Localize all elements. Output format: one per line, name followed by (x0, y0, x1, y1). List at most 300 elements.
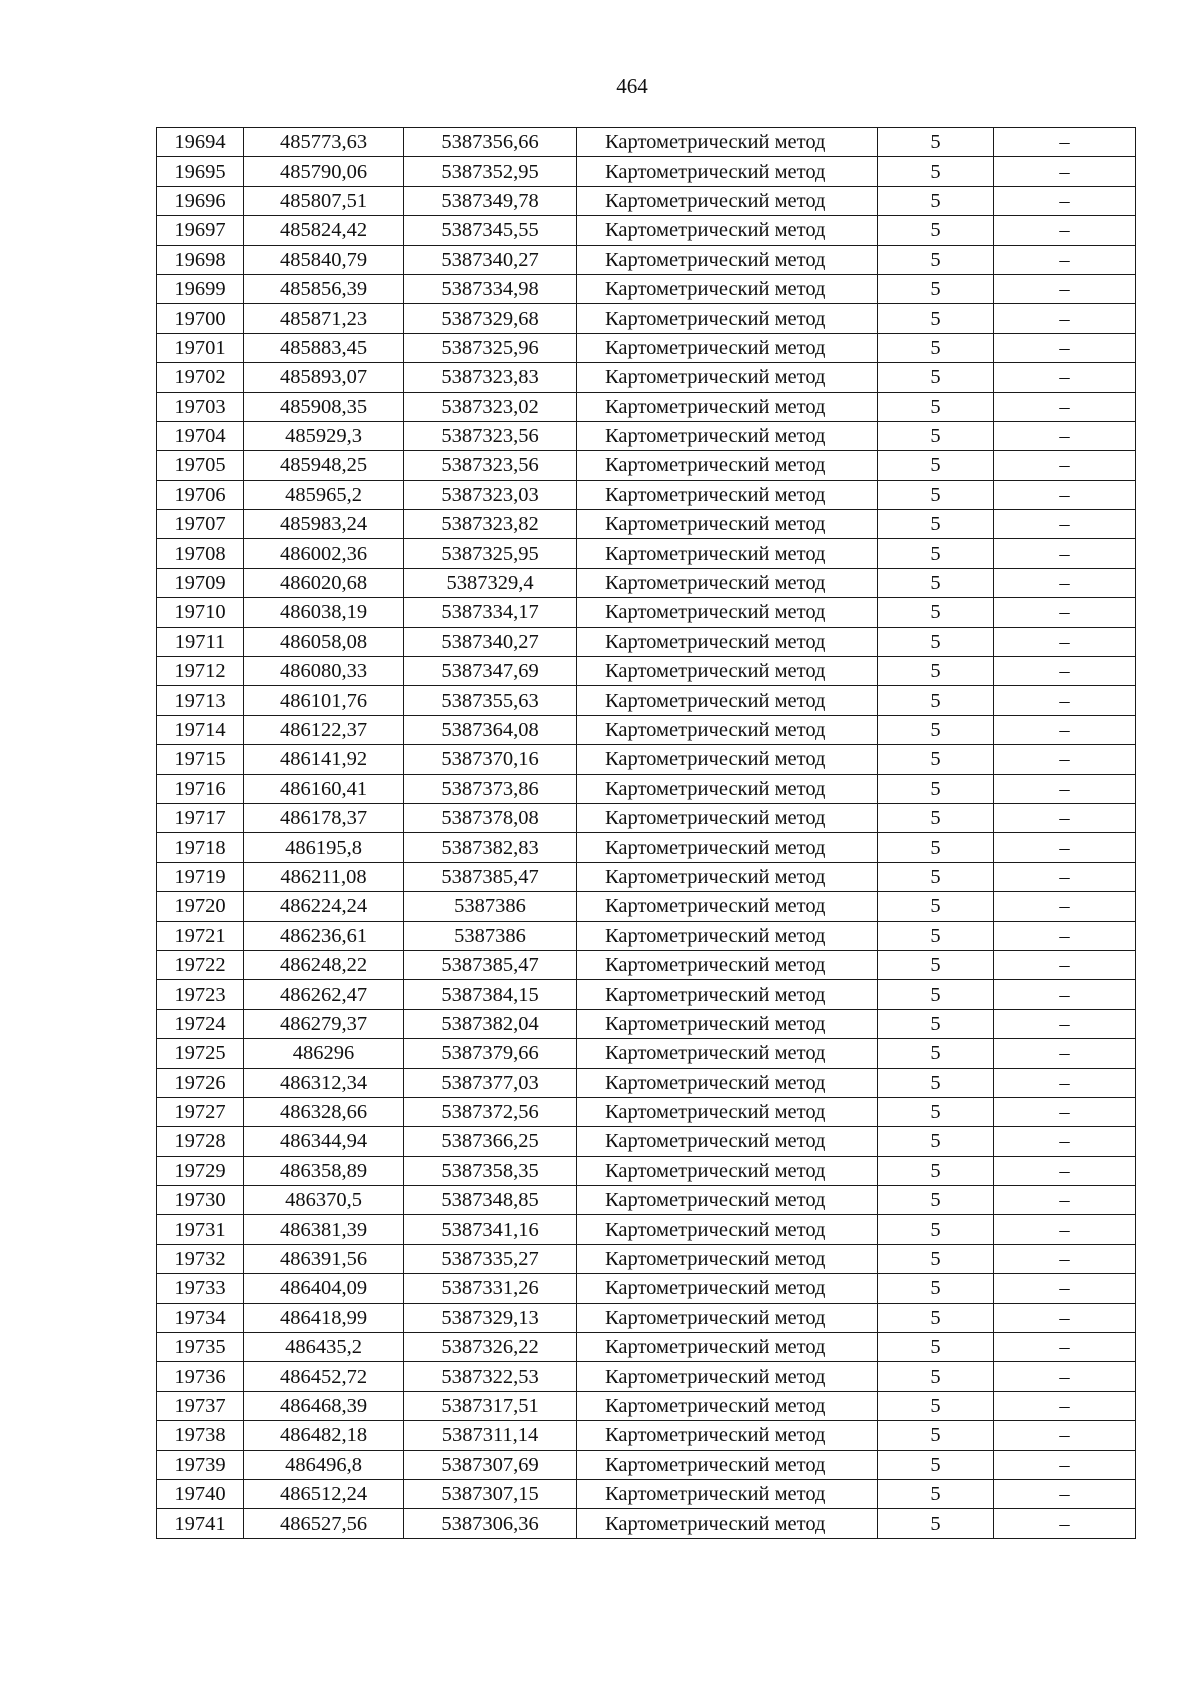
table-row (157, 539, 1136, 568)
x-coordinate-cell: 486344,94 (244, 1127, 404, 1156)
method-cell: Картометрический метод (577, 568, 878, 597)
x-coordinate-cell: 485929,3 (244, 421, 404, 450)
method-cell: Картометрический метод (577, 333, 878, 362)
note-cell: – (994, 1333, 1136, 1362)
accuracy-cell: 5 (878, 274, 994, 303)
y-coordinate-cell: 5387386 (404, 921, 577, 950)
table-row (157, 421, 1136, 450)
x-coordinate-cell: 486178,37 (244, 803, 404, 832)
accuracy-cell: 5 (878, 480, 994, 509)
x-coordinate-cell: 485893,07 (244, 363, 404, 392)
table-row (157, 833, 1136, 862)
x-coordinate-cell: 486527,56 (244, 1509, 404, 1538)
note-cell: – (994, 1039, 1136, 1068)
note-cell: – (994, 128, 1136, 157)
x-coordinate-cell: 485824,42 (244, 216, 404, 245)
x-coordinate-cell: 485840,79 (244, 245, 404, 274)
note-cell: – (994, 774, 1136, 803)
x-coordinate-cell: 486512,24 (244, 1479, 404, 1508)
y-coordinate-cell: 5387311,14 (404, 1421, 577, 1450)
method-cell: Картометрический метод (577, 686, 878, 715)
accuracy-cell: 5 (878, 657, 994, 686)
method-cell: Картометрический метод (577, 363, 878, 392)
point-number-cell: 19719 (157, 862, 244, 891)
y-coordinate-cell: 5387358,35 (404, 1156, 577, 1185)
y-coordinate-cell: 5387385,47 (404, 950, 577, 979)
y-coordinate-cell: 5387384,15 (404, 980, 577, 1009)
x-coordinate-cell: 486418,99 (244, 1303, 404, 1332)
point-number-cell: 19726 (157, 1068, 244, 1097)
y-coordinate-cell: 5387379,66 (404, 1039, 577, 1068)
y-coordinate-cell: 5387364,08 (404, 715, 577, 744)
x-coordinate-cell: 485856,39 (244, 274, 404, 303)
y-coordinate-cell: 5387385,47 (404, 862, 577, 891)
x-coordinate-cell: 486262,47 (244, 980, 404, 1009)
note-cell: – (994, 568, 1136, 597)
note-cell: – (994, 1127, 1136, 1156)
method-cell: Картометрический метод (577, 1244, 878, 1273)
table-row (157, 657, 1136, 686)
point-number-cell: 19741 (157, 1509, 244, 1538)
table-row (157, 333, 1136, 362)
point-number-cell: 19716 (157, 774, 244, 803)
accuracy-cell: 5 (878, 1391, 994, 1420)
table-row (157, 1391, 1136, 1420)
accuracy-cell: 5 (878, 921, 994, 950)
note-cell: – (994, 803, 1136, 832)
y-coordinate-cell: 5387373,86 (404, 774, 577, 803)
point-number-cell: 19721 (157, 921, 244, 950)
note-cell: – (994, 745, 1136, 774)
point-number-cell: 19697 (157, 216, 244, 245)
note-cell: – (994, 245, 1136, 274)
accuracy-cell: 5 (878, 1303, 994, 1332)
note-cell: – (994, 539, 1136, 568)
y-coordinate-cell: 5387356,66 (404, 128, 577, 157)
point-number-cell: 19713 (157, 686, 244, 715)
method-cell: Картометрический метод (577, 1391, 878, 1420)
point-number-cell: 19698 (157, 245, 244, 274)
accuracy-cell: 5 (878, 1127, 994, 1156)
y-coordinate-cell: 5387349,78 (404, 186, 577, 215)
y-coordinate-cell: 5387341,16 (404, 1215, 577, 1244)
method-cell: Картометрический метод (577, 833, 878, 862)
point-number-cell: 19733 (157, 1274, 244, 1303)
x-coordinate-cell: 486404,09 (244, 1274, 404, 1303)
point-number-cell: 19739 (157, 1450, 244, 1479)
y-coordinate-cell: 5387307,15 (404, 1479, 577, 1508)
note-cell: – (994, 186, 1136, 215)
x-coordinate-cell: 486038,19 (244, 598, 404, 627)
accuracy-cell: 5 (878, 980, 994, 1009)
table-row (157, 892, 1136, 921)
point-number-cell: 19736 (157, 1362, 244, 1391)
y-coordinate-cell: 5387348,85 (404, 1186, 577, 1215)
note-cell: – (994, 1186, 1136, 1215)
point-number-cell: 19723 (157, 980, 244, 1009)
point-number-cell: 19699 (157, 274, 244, 303)
x-coordinate-cell: 486496,8 (244, 1450, 404, 1479)
table-row (157, 1009, 1136, 1038)
table-row (157, 1421, 1136, 1450)
y-coordinate-cell: 5387355,63 (404, 686, 577, 715)
y-coordinate-cell: 5387323,56 (404, 421, 577, 450)
method-cell: Картометрический метод (577, 921, 878, 950)
note-cell: – (994, 157, 1136, 186)
x-coordinate-cell: 486080,33 (244, 657, 404, 686)
method-cell: Картометрический метод (577, 157, 878, 186)
x-coordinate-cell: 485871,23 (244, 304, 404, 333)
point-number-cell: 19727 (157, 1097, 244, 1126)
note-cell: – (994, 510, 1136, 539)
accuracy-cell: 5 (878, 157, 994, 186)
accuracy-cell: 5 (878, 598, 994, 627)
point-number-cell: 19700 (157, 304, 244, 333)
x-coordinate-cell: 485983,24 (244, 510, 404, 539)
point-number-cell: 19710 (157, 598, 244, 627)
note-cell: – (994, 1450, 1136, 1479)
x-coordinate-cell: 486328,66 (244, 1097, 404, 1126)
method-cell: Картометрический метод (577, 451, 878, 480)
accuracy-cell: 5 (878, 892, 994, 921)
x-coordinate-cell: 486211,08 (244, 862, 404, 891)
y-coordinate-cell: 5387366,25 (404, 1127, 577, 1156)
point-number-cell: 19737 (157, 1391, 244, 1420)
y-coordinate-cell: 5387323,56 (404, 451, 577, 480)
note-cell: – (994, 1421, 1136, 1450)
point-number-cell: 19704 (157, 421, 244, 450)
x-coordinate-cell: 486058,08 (244, 627, 404, 656)
y-coordinate-cell: 5387378,08 (404, 803, 577, 832)
y-coordinate-cell: 5387334,17 (404, 598, 577, 627)
y-coordinate-cell: 5387329,4 (404, 568, 577, 597)
point-number-cell: 19735 (157, 1333, 244, 1362)
note-cell: – (994, 1509, 1136, 1538)
table-row (157, 745, 1136, 774)
table-row (157, 1479, 1136, 1508)
table-row (157, 363, 1136, 392)
accuracy-cell: 5 (878, 451, 994, 480)
method-cell: Картометрический метод (577, 510, 878, 539)
method-cell: Картометрический метод (577, 627, 878, 656)
point-number-cell: 19695 (157, 157, 244, 186)
point-number-cell: 19712 (157, 657, 244, 686)
x-coordinate-cell: 485908,35 (244, 392, 404, 421)
accuracy-cell: 5 (878, 950, 994, 979)
method-cell: Картометрический метод (577, 216, 878, 245)
note-cell: – (994, 980, 1136, 1009)
table-row (157, 1039, 1136, 1068)
x-coordinate-cell: 486195,8 (244, 833, 404, 862)
method-cell: Картометрический метод (577, 980, 878, 1009)
note-cell: – (994, 892, 1136, 921)
method-cell: Картометрический метод (577, 392, 878, 421)
point-number-cell: 19706 (157, 480, 244, 509)
y-coordinate-cell: 5387340,27 (404, 245, 577, 274)
table-row (157, 480, 1136, 509)
y-coordinate-cell: 5387323,03 (404, 480, 577, 509)
method-cell: Картометрический метод (577, 1479, 878, 1508)
accuracy-cell: 5 (878, 774, 994, 803)
table-row (157, 627, 1136, 656)
table-row (157, 245, 1136, 274)
y-coordinate-cell: 5387386 (404, 892, 577, 921)
method-cell: Картометрический метод (577, 1127, 878, 1156)
note-cell: – (994, 950, 1136, 979)
accuracy-cell: 5 (878, 1244, 994, 1273)
accuracy-cell: 5 (878, 745, 994, 774)
note-cell: – (994, 1303, 1136, 1332)
accuracy-cell: 5 (878, 627, 994, 656)
accuracy-cell: 5 (878, 1097, 994, 1126)
x-coordinate-cell: 486452,72 (244, 1362, 404, 1391)
coordinates-table-body (157, 128, 1136, 1539)
point-number-cell: 19718 (157, 833, 244, 862)
note-cell: – (994, 715, 1136, 744)
accuracy-cell: 5 (878, 1039, 994, 1068)
note-cell: – (994, 304, 1136, 333)
point-number-cell: 19707 (157, 510, 244, 539)
x-coordinate-cell: 486381,39 (244, 1215, 404, 1244)
x-coordinate-cell: 485948,25 (244, 451, 404, 480)
note-cell: – (994, 1244, 1136, 1273)
y-coordinate-cell: 5387323,82 (404, 510, 577, 539)
table-row (157, 1068, 1136, 1097)
point-number-cell: 19728 (157, 1127, 244, 1156)
y-coordinate-cell: 5387306,36 (404, 1509, 577, 1538)
table-row (157, 1215, 1136, 1244)
table-row (157, 128, 1136, 157)
table-row (157, 304, 1136, 333)
method-cell: Картометрический метод (577, 539, 878, 568)
method-cell: Картометрический метод (577, 803, 878, 832)
table-row (157, 451, 1136, 480)
point-number-cell: 19722 (157, 950, 244, 979)
method-cell: Картометрический метод (577, 950, 878, 979)
point-number-cell: 19725 (157, 1039, 244, 1068)
method-cell: Картометрический метод (577, 862, 878, 891)
accuracy-cell: 5 (878, 186, 994, 215)
accuracy-cell: 5 (878, 304, 994, 333)
point-number-cell: 19709 (157, 568, 244, 597)
method-cell: Картометрический метод (577, 774, 878, 803)
table-row (157, 862, 1136, 891)
method-cell: Картометрический метод (577, 1274, 878, 1303)
method-cell: Картометрический метод (577, 421, 878, 450)
note-cell: – (994, 686, 1136, 715)
accuracy-cell: 5 (878, 128, 994, 157)
point-number-cell: 19740 (157, 1479, 244, 1508)
x-coordinate-cell: 486236,61 (244, 921, 404, 950)
accuracy-cell: 5 (878, 1186, 994, 1215)
point-number-cell: 19734 (157, 1303, 244, 1332)
note-cell: – (994, 363, 1136, 392)
x-coordinate-cell: 485807,51 (244, 186, 404, 215)
y-coordinate-cell: 5387345,55 (404, 216, 577, 245)
accuracy-cell: 5 (878, 539, 994, 568)
method-cell: Картометрический метод (577, 1333, 878, 1362)
method-cell: Картометрический метод (577, 245, 878, 274)
point-number-cell: 19703 (157, 392, 244, 421)
note-cell: – (994, 451, 1136, 480)
y-coordinate-cell: 5387329,68 (404, 304, 577, 333)
table-row (157, 1303, 1136, 1332)
method-cell: Картометрический метод (577, 1186, 878, 1215)
y-coordinate-cell: 5387382,83 (404, 833, 577, 862)
method-cell: Картометрический метод (577, 186, 878, 215)
x-coordinate-cell: 486296 (244, 1039, 404, 1068)
method-cell: Картометрический метод (577, 715, 878, 744)
table-row (157, 686, 1136, 715)
accuracy-cell: 5 (878, 1333, 994, 1362)
x-coordinate-cell: 486279,37 (244, 1009, 404, 1038)
note-cell: – (994, 480, 1136, 509)
table-row (157, 274, 1136, 303)
point-number-cell: 19729 (157, 1156, 244, 1185)
method-cell: Картометрический метод (577, 1156, 878, 1185)
accuracy-cell: 5 (878, 568, 994, 597)
point-number-cell: 19724 (157, 1009, 244, 1038)
x-coordinate-cell: 486358,89 (244, 1156, 404, 1185)
note-cell: – (994, 627, 1136, 656)
y-coordinate-cell: 5387326,22 (404, 1333, 577, 1362)
table-row (157, 1509, 1136, 1538)
point-number-cell: 19720 (157, 892, 244, 921)
x-coordinate-cell: 486160,41 (244, 774, 404, 803)
note-cell: – (994, 274, 1136, 303)
y-coordinate-cell: 5387370,16 (404, 745, 577, 774)
note-cell: – (994, 333, 1136, 362)
table-row (157, 1450, 1136, 1479)
table-row (157, 510, 1136, 539)
accuracy-cell: 5 (878, 1009, 994, 1038)
accuracy-cell: 5 (878, 333, 994, 362)
accuracy-cell: 5 (878, 1362, 994, 1391)
accuracy-cell: 5 (878, 1156, 994, 1185)
accuracy-cell: 5 (878, 1509, 994, 1538)
accuracy-cell: 5 (878, 421, 994, 450)
y-coordinate-cell: 5387323,83 (404, 363, 577, 392)
y-coordinate-cell: 5387347,69 (404, 657, 577, 686)
point-number-cell: 19738 (157, 1421, 244, 1450)
note-cell: – (994, 1362, 1136, 1391)
page-number: 464 (616, 74, 648, 98)
coordinates-table (156, 127, 1136, 1539)
x-coordinate-cell: 486312,34 (244, 1068, 404, 1097)
note-cell: – (994, 1068, 1136, 1097)
point-number-cell: 19731 (157, 1215, 244, 1244)
y-coordinate-cell: 5387334,98 (404, 274, 577, 303)
y-coordinate-cell: 5387372,56 (404, 1097, 577, 1126)
method-cell: Картометрический метод (577, 598, 878, 627)
accuracy-cell: 5 (878, 715, 994, 744)
table-row (157, 186, 1136, 215)
table-row (157, 803, 1136, 832)
x-coordinate-cell: 486141,92 (244, 745, 404, 774)
accuracy-cell: 5 (878, 1215, 994, 1244)
table-row (157, 921, 1136, 950)
accuracy-cell: 5 (878, 1068, 994, 1097)
method-cell: Картометрический метод (577, 128, 878, 157)
accuracy-cell: 5 (878, 1274, 994, 1303)
method-cell: Картометрический метод (577, 892, 878, 921)
table-row (157, 1127, 1136, 1156)
method-cell: Картометрический метод (577, 1215, 878, 1244)
method-cell: Картометрический метод (577, 657, 878, 686)
table-row (157, 568, 1136, 597)
accuracy-cell: 5 (878, 833, 994, 862)
y-coordinate-cell: 5387307,69 (404, 1450, 577, 1479)
x-coordinate-cell: 485790,06 (244, 157, 404, 186)
y-coordinate-cell: 5387331,26 (404, 1274, 577, 1303)
method-cell: Картометрический метод (577, 480, 878, 509)
note-cell: – (994, 833, 1136, 862)
table-row (157, 950, 1136, 979)
accuracy-cell: 5 (878, 686, 994, 715)
table-row (157, 1274, 1136, 1303)
table-row (157, 1097, 1136, 1126)
point-number-cell: 19708 (157, 539, 244, 568)
point-number-cell: 19705 (157, 451, 244, 480)
point-number-cell: 19732 (157, 1244, 244, 1273)
point-number-cell: 19714 (157, 715, 244, 744)
y-coordinate-cell: 5387317,51 (404, 1391, 577, 1420)
x-coordinate-cell: 486224,24 (244, 892, 404, 921)
accuracy-cell: 5 (878, 245, 994, 274)
y-coordinate-cell: 5387322,53 (404, 1362, 577, 1391)
accuracy-cell: 5 (878, 392, 994, 421)
x-coordinate-cell: 486468,39 (244, 1391, 404, 1420)
note-cell: – (994, 1479, 1136, 1508)
x-coordinate-cell: 485773,63 (244, 128, 404, 157)
method-cell: Картометрический метод (577, 1009, 878, 1038)
y-coordinate-cell: 5387335,27 (404, 1244, 577, 1273)
accuracy-cell: 5 (878, 803, 994, 832)
accuracy-cell: 5 (878, 363, 994, 392)
x-coordinate-cell: 486101,76 (244, 686, 404, 715)
x-coordinate-cell: 486391,56 (244, 1244, 404, 1273)
x-coordinate-cell: 486122,37 (244, 715, 404, 744)
note-cell: – (994, 1215, 1136, 1244)
point-number-cell: 19711 (157, 627, 244, 656)
method-cell: Картометрический метод (577, 1068, 878, 1097)
note-cell: – (994, 1274, 1136, 1303)
method-cell: Картометрический метод (577, 1039, 878, 1068)
point-number-cell: 19715 (157, 745, 244, 774)
y-coordinate-cell: 5387377,03 (404, 1068, 577, 1097)
accuracy-cell: 5 (878, 1421, 994, 1450)
table-row (157, 1156, 1136, 1185)
y-coordinate-cell: 5387352,95 (404, 157, 577, 186)
accuracy-cell: 5 (878, 216, 994, 245)
table-row (157, 1186, 1136, 1215)
point-number-cell: 19702 (157, 363, 244, 392)
y-coordinate-cell: 5387325,95 (404, 539, 577, 568)
method-cell: Картометрический метод (577, 1362, 878, 1391)
point-number-cell: 19730 (157, 1186, 244, 1215)
table-row (157, 1333, 1136, 1362)
table-row (157, 715, 1136, 744)
accuracy-cell: 5 (878, 510, 994, 539)
note-cell: – (994, 392, 1136, 421)
accuracy-cell: 5 (878, 1479, 994, 1508)
note-cell: – (994, 657, 1136, 686)
note-cell: – (994, 598, 1136, 627)
method-cell: Картометрический метод (577, 1421, 878, 1450)
x-coordinate-cell: 486435,2 (244, 1333, 404, 1362)
method-cell: Картометрический метод (577, 1303, 878, 1332)
method-cell: Картометрический метод (577, 1509, 878, 1538)
